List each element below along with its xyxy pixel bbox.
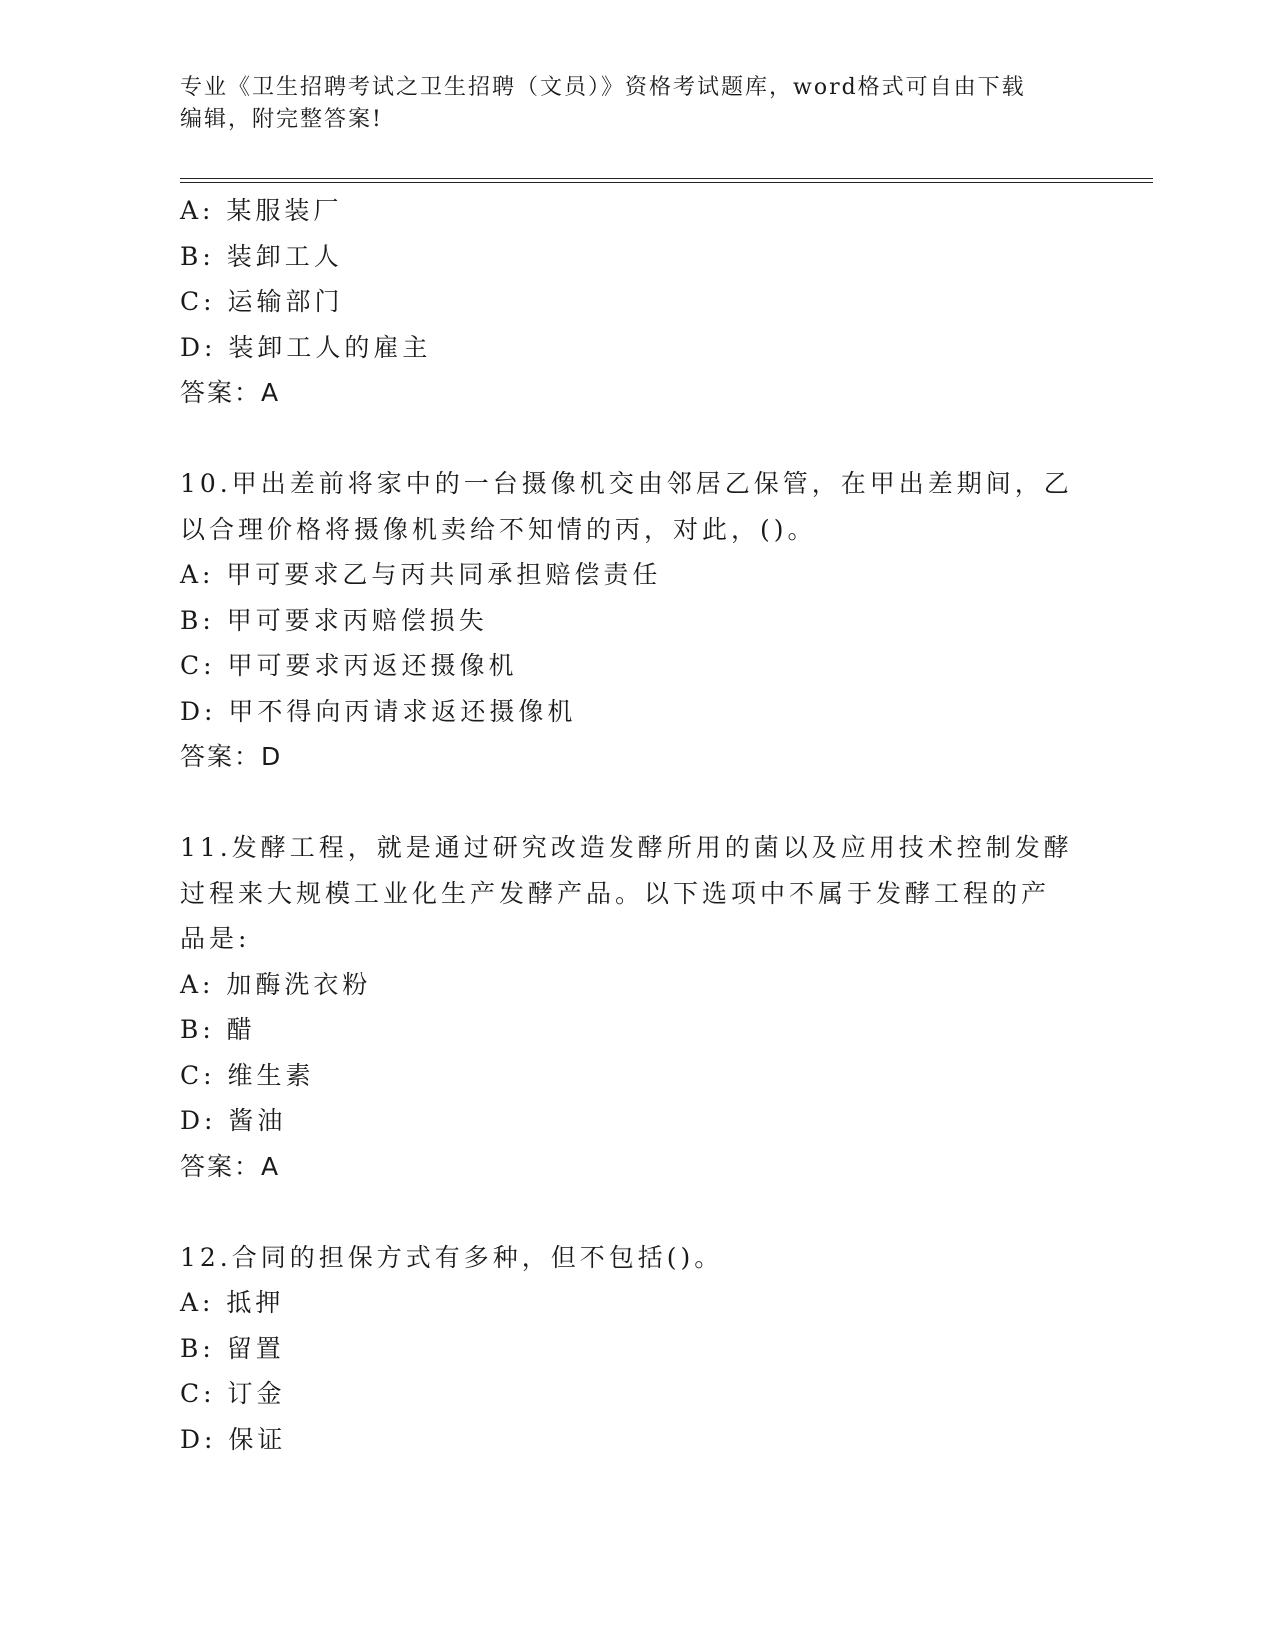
- spacer: [180, 780, 1080, 826]
- header-divider: [180, 178, 1153, 183]
- question-list: [180, 188, 1080, 1462]
- option-d: D: 保证: [180, 1424, 287, 1454]
- question-stem-line: 11.发酵工程，就是通过研究改造发酵所用的菌以及应用技术控制发酵: [180, 833, 1073, 862]
- answer-line: 答案：A: [180, 1151, 281, 1181]
- question-10: [180, 461, 1080, 780]
- question-stem-line: 10.甲出差前将家中的一台摄像机交由邻居乙保管，在甲出差期间，乙: [180, 469, 1073, 498]
- question-stem-line: 以合理价格将摄像机卖给不知情的丙，对此，()。: [180, 514, 817, 544]
- question-stem-line: 过程来大规模工业化生产发酵产品。以下选项中不属于发酵工程的产: [180, 878, 1051, 908]
- option-a: A: 抵押: [180, 1288, 285, 1317]
- option-a: A: 甲可要求乙与丙共同承担赔偿责任: [180, 560, 662, 589]
- option-c: C: 甲可要求丙返还摄像机: [180, 651, 518, 680]
- question-stem-line: 品是:: [180, 924, 251, 953]
- header-line-2: 编辑，附完整答案!: [180, 107, 383, 132]
- option-c: C: 维生素: [180, 1060, 315, 1090]
- option-b: B: 留置: [180, 1333, 285, 1363]
- option-a: A: 某服装厂: [180, 196, 343, 225]
- option-b: B: 甲可要求丙赔偿损失: [180, 605, 488, 635]
- option-b: B: 醋: [180, 1015, 256, 1044]
- answer-line: 答案：D: [180, 742, 283, 771]
- question-9: [180, 188, 1080, 416]
- option-c: C: 运输部门: [180, 287, 344, 316]
- answer-line: 答案：A: [180, 378, 281, 407]
- option-d: D: 装卸工人的雇主: [180, 332, 432, 362]
- header-line-1: 专业《卫生招聘考试之卫生招聘（文员）》资格考试题库，word格式可自由下载: [180, 75, 1026, 100]
- spacer: [180, 416, 1080, 462]
- option-b: B: 装卸工人: [180, 241, 343, 271]
- option-c: C: 订金: [180, 1379, 286, 1408]
- option-a: A: 加酶洗衣粉: [180, 969, 372, 999]
- question-stem-line: 12.合同的担保方式有多种，但不包括()。: [180, 1242, 724, 1272]
- question-12: [180, 1235, 1080, 1463]
- document-header: [180, 72, 1060, 136]
- question-11: [180, 825, 1080, 1189]
- option-d: D: 甲不得向丙请求返还摄像机: [180, 696, 577, 726]
- spacer: [180, 1189, 1080, 1235]
- option-d: D: 酱油: [180, 1106, 287, 1135]
